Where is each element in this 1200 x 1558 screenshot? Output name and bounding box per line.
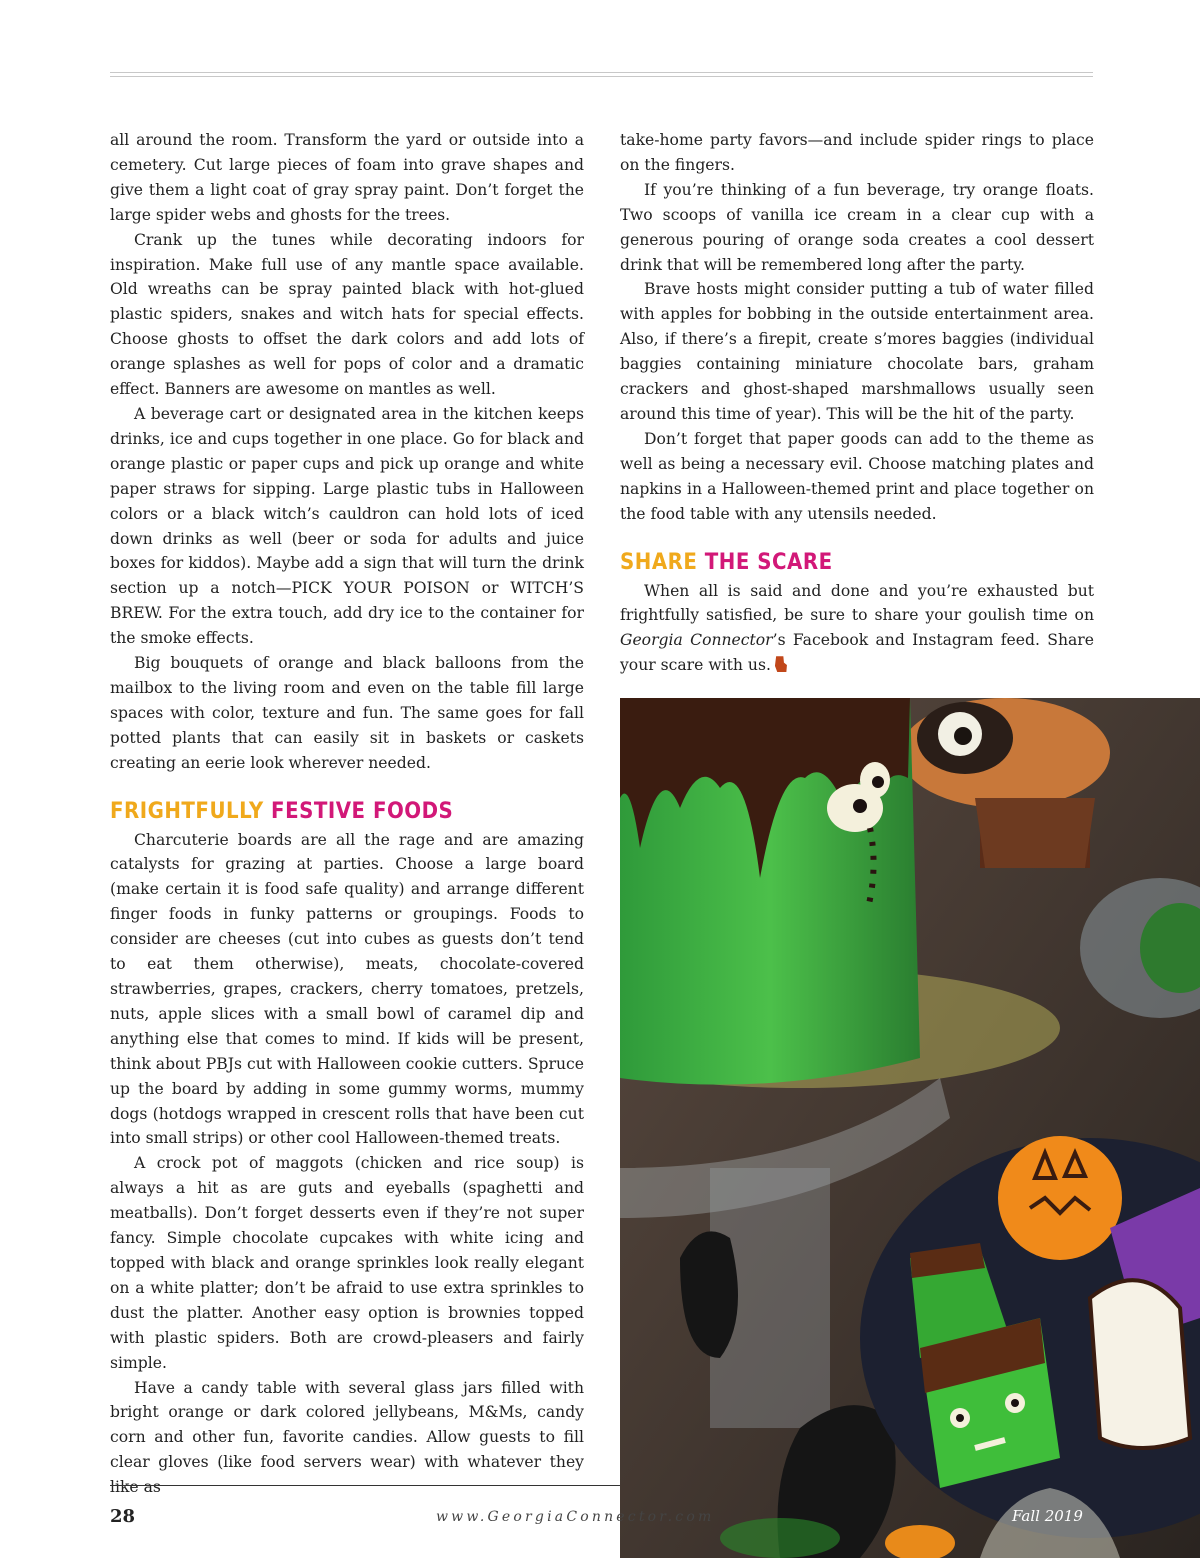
footer-rule: [110, 1485, 620, 1486]
text-run: When all is said and done and you’re exhausted but frightfully satisfied, be sure to share your goulish time on: [620, 581, 1094, 625]
section-heading-festive-foods: [110, 798, 584, 826]
heading-word-yellow: FRIGHTFULLY: [110, 798, 264, 824]
body-paragraph: Don’t forget that paper goods can add to the theme as well as being a necessary evil. Choose matching plates and napkins in a Halloween-themed print and place together on the food table with any utensils needed.: [620, 429, 1094, 523]
heading-word-yellow: SHARE: [620, 549, 698, 575]
body-paragraph: take-home party favors—and include spider rings to place on the fingers.: [620, 131, 1094, 174]
body-paragraph: A beverage cart or designated area in the kitchen keeps drinks, ice and cups together in one place. Go for black and orange plastic or paper cups and pick up orange and white paper straws for sipping. Large plastic tubs in Halloween colors or a black witch’s cauldron can hold lots of iced down drinks as well (beer or soda for adults and juice boxes for kiddos). Maybe add a sign that will turn the drink section up a notch—PICK YOUR POISON or WITCH’S BREW. For the extra touch, add dry ice to the container for the smoke effects.: [110, 404, 584, 648]
body-paragraph: If you’re thinking of a fun beverage, try orange floats. Two scoops of vanilla ice cream in a clear cup with a generous pouring of orange soda creates a cool dessert drink that will be remembered long after the party.: [620, 180, 1094, 274]
heading-word-magenta: FESTIVE FOODS: [271, 798, 454, 824]
header-rule: [110, 72, 1093, 73]
right-column: [620, 128, 1094, 678]
body-paragraph: Big bouquets of orange and black balloons from the mailbox to the living room and even on the table fill large spaces with color, texture and fun. The same goes for fall potted plants that can easily sit in baskets or caskets creating an eerie look wherever needed.: [110, 654, 584, 772]
photo-illustration: [620, 698, 1200, 1558]
header-rule-secondary: [110, 76, 1093, 77]
publication-name: Georgia Connector: [620, 631, 773, 650]
page-number: 28: [110, 1506, 136, 1527]
body-paragraph: all around the room. Transform the yard or outside into a cemetery. Cut large pieces of foam into grave shapes and give them a light coat of gray spray paint. Don’t forget the large spider webs and ghosts for the trees.: [110, 131, 584, 224]
section-heading-share-the-scare: [620, 549, 1094, 577]
body-paragraph: [620, 579, 1094, 679]
body-paragraph: Charcuterie boards are all the rage and are amazing catalysts for grazing at parties. Choose a large board (make certain it is food safe quality) and arrange different finger foods in funky patterns or groupings. Foods to consider are cheeses (cut into cubes as guests don’t tend to eat them otherwise), meats, chocolate-covered strawberries, grapes, crackers, cherry tomatoes, pretzels, nuts, apple slices with a small bowl of caramel dip and anything else that comes to mind. If kids will be present, think about PBJs cut with Halloween cookie cutters. Spruce up the board by adding in some gummy worms, mummy dogs (hotdogs wrapped in crescent rolls that have been cut into small strips) or other cool Halloween-themed treats.: [110, 830, 584, 1148]
body-paragraph: Brave hosts might consider putting a tub of water filled with apples for bobbing in the outside entertainment area. Also, if there’s a firepit, create s’mores baggies (individual baggies containing miniature chocolate bars, graham crackers and ghost-shaped marshmallows usually seen around this time of year). This will be the hit of the party.: [620, 280, 1094, 423]
halloween-treats-photo: [620, 698, 1200, 1558]
georgia-end-mark-icon: [775, 656, 787, 672]
body-paragraph: Have a candy table with several glass jars filled with bright orange or dark colored jellybeans, M&Ms, candy corn and other fun, favorite candies. Allow guests to fill clear gloves (like food servers wear) with whatever they like as: [110, 1378, 584, 1497]
text-run: ’s Facebook and Instagram feed. Share your scare with us.: [620, 631, 1094, 675]
left-column: [110, 128, 584, 1500]
website-url: www.GeorgiaConnector.com: [436, 1509, 715, 1525]
body-paragraph: A crock pot of maggots (chicken and rice soup) is always a hit as are guts and eyeballs (spaghetti and meatballs). Don’t forget desserts even if they’re not super fancy. Simple chocolate cupcakes with white icing and topped with black and orange sprinkles look really elegant on a white platter; don’t be afraid to use extra sprinkles to dust the platter. Another easy option is brownies topped with plastic spiders. Both are crowd-pleasers and fairly simple.: [110, 1154, 584, 1372]
issue-label: Fall 2019: [1012, 1507, 1083, 1525]
body-paragraph: Crank up the tunes while decorating indoors for inspiration. Make full use of any mantle space available. Old wreaths can be spray painted black with hot-glued plastic spiders, snakes and witch hats for special effects. Choose ghosts to offset the dark colors and add lots of orange splashes as well for pops of color and a dramatic effect. Banners are awesome on mantles as well.: [110, 230, 584, 399]
heading-word-magenta: THE SCARE: [704, 549, 833, 575]
